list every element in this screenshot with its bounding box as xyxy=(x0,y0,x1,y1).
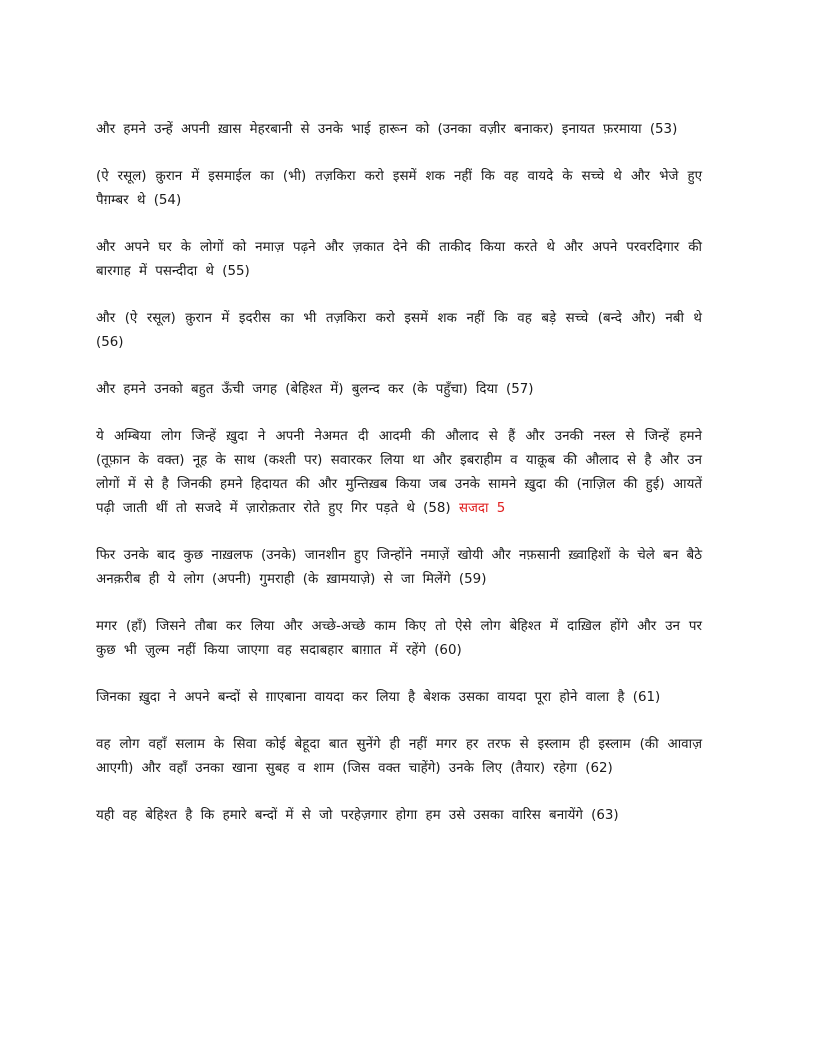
verse-54 xyxy=(96,165,702,213)
verse-text: यही वह बेहिश्त है कि हमारे बन्दों में से जो परहेज़गार होगा हम उसे उसका वारिस बनायेंगे (63) xyxy=(96,808,619,823)
verse-text: फिर उनके बाद कुछ नाख़लफ (उनके) जानशीन हुए जिन्होंने नमाज़ें खोयी और नफ़सानी ख़्वाहिशों के चेले बन बैठे अनक़रीब ही ये लोग (अपनी) गुमराही (के ख़ामयाज़े) से जा मिलेंगे (59) xyxy=(96,548,702,587)
verse-53 xyxy=(96,118,702,142)
verse-58 xyxy=(96,425,702,521)
verse-text: ये अम्बिया लोग जिन्हें ख़ुदा ने अपनी नेअमत दी आदमी की औलाद से हैं और उनकी नस्ल से जिन्हें हमने (तूफ़ान के वक्त) नूह के साथ (कश्ती पर) सवारकर लिया था और इबराहीम व याक़ूब की औलाद से है और उन लोगों में से है जिनकी हमने हिदायत की और मुन्तिख़ब किया जब उनके सामने ख़ुदा की (नाज़िल की हुई) आयतें पढ़ी जाती थीं तो सजदे में ज़ारोक़तार रोते हुए गिर पड़ते थे (58) xyxy=(96,429,702,516)
verse-text: वह लोग वहाँ सलाम के सिवा कोई बेहूदा बात सुनेंगे ही नहीं मगर हर तरफ से इस्लाम ही इस्लाम (की आवाज़ आएगी) और वहाँ उनका खाना सुबह व शाम (जिस वक्त चाहेंगे) उनके लिए (तैयार) रहेगा (62) xyxy=(96,737,702,776)
verse-text: और हमने उनको बहुत ऊँची जगह (बेहिश्त में) बुलन्द कर (के पहुँचा) दिया (57) xyxy=(96,382,534,397)
verse-57 xyxy=(96,378,702,402)
verse-63 xyxy=(96,804,702,828)
verse-text: और अपने घर के लोगों को नमाज़ पढ़ने और ज़कात देने की ताकीद किया करते थे और अपने परवरदिगार की बारगाह में पसन्दीदा थे (55) xyxy=(96,240,702,279)
verse-text: मगर (हाँ) जिसने तौबा कर लिया और अच्छे-अच्छे काम किए तो ऐसे लोग बेहिश्त में दाख़िल होंगे और उन पर कुछ भी ज़ुल्म नहीं किया जाएगा वह सदाबहार बाग़ात में रहेंगे (60) xyxy=(96,619,702,658)
verse-60 xyxy=(96,615,702,663)
verse-56 xyxy=(96,307,702,355)
verse-text: और (ऐ रसूल) क़ुरान में इदरीस का भी तज़किरा करो इसमें शक नहीं कि वह बड़े सच्चे (बन्दे और) नबी थे (56) xyxy=(96,311,702,350)
document-page xyxy=(96,118,702,851)
verse-62 xyxy=(96,733,702,781)
verse-text: और हमने उन्हें अपनी ख़ास मेहरबानी से उनके भाई हारून को (उनका वज़ीर बनाकर) इनायत फ़रमाया (53) xyxy=(96,122,678,137)
verse-59 xyxy=(96,544,702,592)
verse-text: (ऐ रसूल) क़ुरान में इसमाईल का (भी) तज़किरा करो इसमें शक नहीं कि वह वायदे के सच्चे थे और भेजे हुए पैग़म्बर थे (54) xyxy=(96,169,702,208)
verse-61 xyxy=(96,686,702,710)
verse-55 xyxy=(96,236,702,284)
verse-text: जिनका ख़ुदा ने अपने बन्दों से ग़ाएबाना वायदा कर लिया है बेशक उसका वायदा पूरा होने वाला है (61) xyxy=(96,690,661,705)
sajda-marker: सजदा 5 xyxy=(458,501,506,516)
